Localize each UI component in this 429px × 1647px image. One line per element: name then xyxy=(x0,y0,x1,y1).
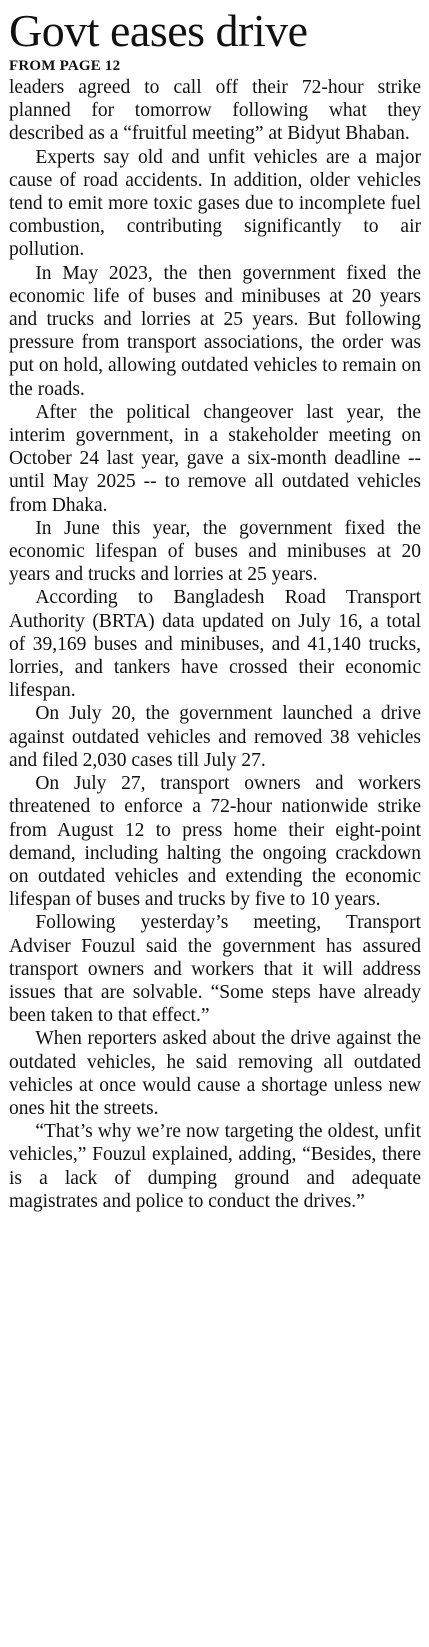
paragraph-10: When reporters asked about the drive against the outdated vehicles, he said removing all outdated vehicles at once would cause a shortage unless new ones hit the streets. xyxy=(9,1028,421,1119)
headline: Govt eases drive xyxy=(9,5,308,56)
paragraph-7: On July 20, the government launched a drive against outdated vehicles and removed 38 vehicles and filed 2,030 cases till July 27. xyxy=(9,703,421,771)
paragraph-5: In June this year, the government fixed the economic lifespan of buses and minibuses at 20 years and trucks and lorries at 25 years. xyxy=(9,517,421,586)
article-body xyxy=(9,76,421,1213)
continuation-label: FROM PAGE 12 xyxy=(9,58,121,74)
paragraph-2: Experts say old and unfit vehicles are a major cause of road accidents. In addition, older vehicles tend to emit more toxic gases due to incomplete fuel combustion, contributing significantly to air pollution. xyxy=(9,146,421,261)
paragraph-4: After the political changeover last year, the interim government, in a stakeholder meeting on October 24 last year, gave a six-month deadline -- until May 2025 -- to remove all outdated vehicles from Dhaka. xyxy=(9,401,421,516)
paragraph-9: Following yesterday’s meeting, Transport Adviser Fouzul said the government has assured transport owners and workers that it will address issues that are solvable. “Some steps have already been taken to that effect.” xyxy=(9,912,421,1027)
paragraph-6: According to Bangladesh Road Transport Authority (BRTA) data updated on July 16, a total of 39,169 buses and minibuses, and 41,140 trucks, lorries, and tankers have crossed their economic lifespan. xyxy=(9,587,421,702)
paragraph-11: “That’s why we’re now targeting the oldest, unfit vehicles,” Fouzul explained, adding, “Besides, there is a lack of dumping ground and adequate magistrates and police to conduct the drives.” xyxy=(9,1121,421,1212)
paragraph-8: On July 27, transport owners and workers threatened to enforce a 72-hour nationwide strike from August 12 to press home their eight-point demand, including halting the ongoing crackdown on outdated vehicles and extending the economic lifespan of buses and trucks by five to 10 years. xyxy=(9,773,421,911)
paragraph-1: leaders agreed to call off their 72-hour strike planned for tomorrow following what they described as a “fruitful meeting” at Bidyut Bhaban. xyxy=(9,77,421,145)
paragraph-3: In May 2023, the then government fixed the economic life of buses and minibuses at 20 years and trucks and lorries at 25 years. But following pressure from transport associations, the order was put on hold, allowing outdated vehicles to remain on the roads. xyxy=(9,262,421,400)
